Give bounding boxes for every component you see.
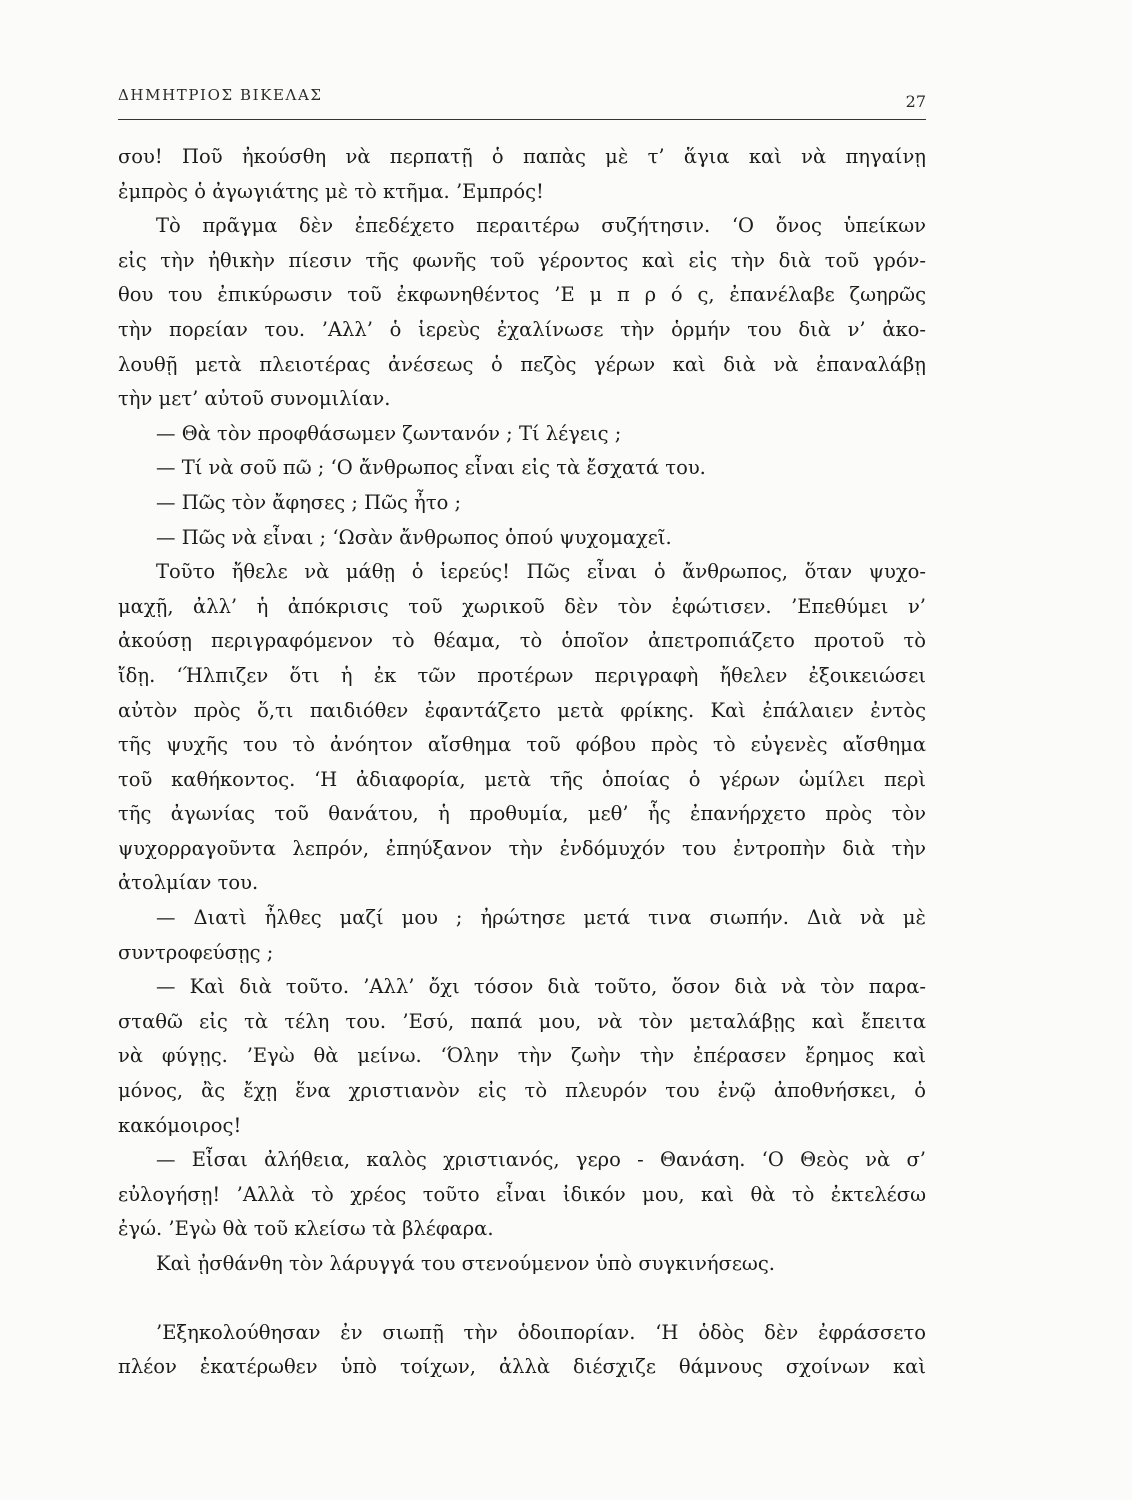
text-line: ἴδῃ. ‘Ήλπιζεν ὅτι ἡ ἐκ τῶν προτέρων περιγραφὴ ἤθελεν ἐξοικειώσει bbox=[118, 663, 926, 687]
text-line: τῆς ἀγωνίας τοῦ θανάτου, ἡ προθυμία, μεθ’ ἧς ἐπανήρχετο πρὸς τὸν bbox=[118, 802, 926, 826]
text-line: — Εἶσαι ἀλήθεια, καλὸς χριστιανός, γερο - Θανάση. ‘Ο Θεὸς νὰ σ’ bbox=[156, 1148, 926, 1172]
text-line: ἐμπρὸς ὁ ἀγωγιάτης μὲ τὸ κτῆμα. ’Εμπρός! bbox=[118, 179, 544, 203]
text-line: ’Εξηκολούθησαν ἐν σιωπῇ τὴν ὁδοιπορίαν. ‘Η ὁδὸς δὲν ἐφράσσετο bbox=[156, 1320, 926, 1344]
text-line: μαχῇ, ἀλλ’ ἡ ἀπόκρισις τοῦ χωρικοῦ δὲν τὸν ἐφώτισεν. ’Επεθύμει ν’ bbox=[118, 594, 926, 618]
text-line: — Θὰ τὸν προφθάσωμεν ζωντανόν ; Τί λέγεις ; bbox=[156, 421, 622, 445]
page-header bbox=[118, 86, 926, 114]
text-line: — Πῶς νὰ εἶναι ; ‘Ωσὰν ἄνθρωπος ὁπού ψυχομαχεῖ. bbox=[156, 525, 672, 549]
text-line: θου του ἐπικύρωσιν τοῦ ἐκφωνηθέντος ’Ε μ π ρ ό ς, ἐπανέλαβε ζωηρῶς bbox=[118, 283, 926, 307]
text-line: τὴν πορείαν του. ’Αλλ’ ὁ ἱερεὺς ἐχαλίνωσε τὴν ὁρμήν του διὰ ν’ ἀκο- bbox=[118, 317, 926, 341]
text-line: Τοῦτο ἤθελε νὰ μάθῃ ὁ ἱερεύς! Πῶς εἶναι ὁ ἄνθρωπος, ὅταν ψυχο- bbox=[156, 560, 926, 584]
text-line: τῆς ψυχῆς του τὸ ἀνόητον αἴσθημα τοῦ φόβου πρὸς τὸ εὐγενὲς αἴσθημα bbox=[118, 733, 926, 757]
text-line: — Διατὶ ἦλθες μαζί μου ; ἠρώτησε μετά τινα σιωπήν. Διὰ νὰ μὲ bbox=[156, 906, 926, 930]
text-line: λουθῇ μετὰ πλειοτέρας ἀνέσεως ὁ πεζὸς γέρων καὶ διὰ νὰ ἐπαναλάβῃ bbox=[118, 352, 926, 376]
header-rule bbox=[118, 119, 926, 120]
text-line: ἀτολμίαν του. bbox=[118, 871, 259, 895]
paragraph-gap bbox=[118, 1282, 926, 1316]
text-line: Τὸ πρᾶγμα δὲν ἐπεδέχετο περαιτέρω συζήτησιν. ‘Ο ὄνος ὑπείκων bbox=[156, 214, 926, 238]
running-head: ΔΗΜΗΤΡΙΟΣ ΒΙΚΕΛΑΣ bbox=[118, 86, 323, 104]
text-line: εὐλογήσῃ! ’Αλλὰ τὸ χρέος τοῦτο εἶναι ἰδικόν μου, καὶ θὰ τὸ ἐκτελέσω bbox=[118, 1182, 926, 1206]
page-number: 27 bbox=[905, 92, 926, 111]
text-line: Καὶ ᾐσθάνθη τὸν λάρυγγά του στενούμενον ὑπὸ συγκινήσεως. bbox=[156, 1252, 775, 1275]
text-line: — Τί νὰ σοῦ πῶ ; ‘Ο ἄνθρωπος εἶναι εἰς τὰ ἔσχατά του. bbox=[156, 456, 706, 480]
text-line: κακόμοιρος! bbox=[118, 1113, 242, 1137]
body-text bbox=[118, 140, 926, 1385]
text-line: τὴν μετ’ αὐτοῦ συνομιλίαν. bbox=[118, 387, 391, 411]
text-line: νὰ φύγῃς. ’Εγὼ θὰ μείνω. ‘Όλην τὴν ζωὴν τὴν ἐπέρασεν ἔρημος καὶ bbox=[118, 1044, 926, 1068]
text-line: εἰς τὴν ἠθικὴν πίεσιν τῆς φωνῆς τοῦ γέροντος καὶ εἰς τὴν διὰ τοῦ γρόν- bbox=[118, 248, 926, 272]
text-line: ἐγώ. ’Εγὼ θὰ τοῦ κλείσω τὰ βλέφαρα. bbox=[118, 1217, 494, 1241]
text-line: πλέον ἑκατέρωθεν ὑπὸ τοίχων, ἀλλὰ διέσχιζε θάμνους σχοίνων καὶ bbox=[118, 1355, 926, 1379]
text-line: — Πῶς τὸν ἄφησες ; Πῶς ἦτο ; bbox=[156, 490, 462, 514]
text-line: τοῦ καθήκοντος. ‘Η ἀδιαφορία, μετὰ τῆς ὁποίας ὁ γέρων ὡμίλει περὶ bbox=[118, 767, 926, 791]
text-line: σταθῶ εἰς τὰ τέλη του. ’Εσύ, παπά μου, νὰ τὸν μεταλάβῃς καὶ ἔπειτα bbox=[118, 1009, 926, 1033]
text-line: ψυχορραγοῦντα λεπρόν, ἐπηύξανον τὴν ἐνδόμυχόν του ἐντροπὴν διὰ τὴν bbox=[118, 836, 926, 860]
text-line: αὐτὸν πρὸς ὅ,τι παιδιόθεν ἐφαντάζετο μετὰ φρίκης. Καὶ ἐπάλαιεν ἐντὸς bbox=[118, 698, 926, 722]
text-line: μόνος, ἂς ἔχῃ ἕνα χριστιανὸν εἰς τὸ πλευρόν του ἐνῷ ἀποθνήσκει, ὁ bbox=[118, 1079, 926, 1103]
text-line: σου! Ποῦ ἠκούσθη νὰ περπατῇ ὁ παπὰς μὲ τ’ ἅγια καὶ νὰ πηγαίνῃ bbox=[118, 145, 926, 168]
text-line: — Καὶ διὰ τοῦτο. ’Αλλ’ ὄχι τόσον διὰ τοῦτο, ὅσον διὰ νὰ τὸν παρα- bbox=[156, 975, 926, 999]
text-line: συντροφεύσῃς ; bbox=[118, 940, 274, 964]
text-line: ἀκούσῃ περιγραφόμενον τὸ θέαμα, τὸ ὁποῖον ἀπετροπιάζετο προτοῦ τὸ bbox=[118, 629, 926, 653]
